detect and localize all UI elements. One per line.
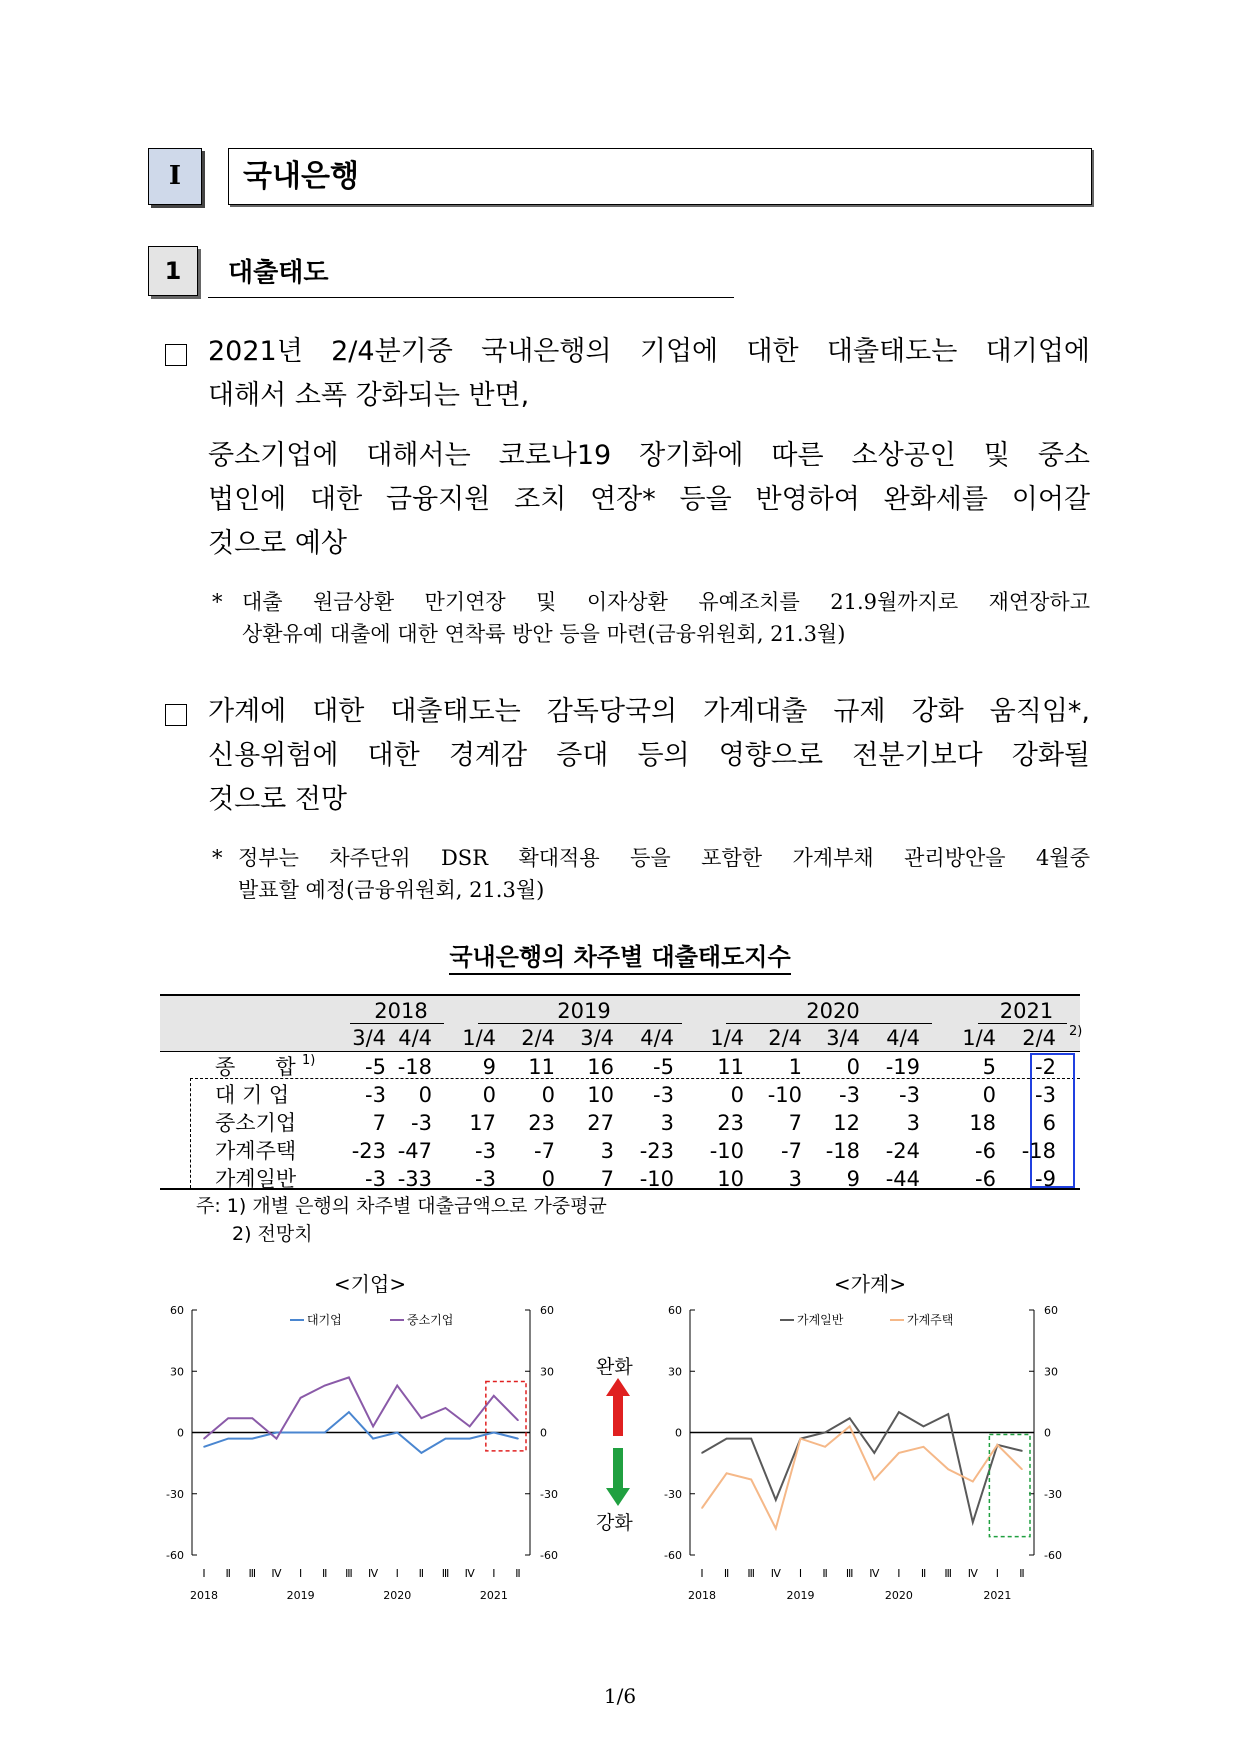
y-tick-label-right: -60 — [1044, 1549, 1062, 1562]
table-year-header: 2021 — [999, 999, 1054, 1023]
table-quarter-sup: 2) — [1069, 1024, 1083, 1039]
y-tick-label-right: 60 — [540, 1304, 554, 1317]
data-point — [701, 1507, 703, 1509]
y-tick-label-left: 60 — [170, 1304, 184, 1317]
data-point — [300, 1432, 302, 1434]
x-tick-label: Ⅳ — [869, 1567, 880, 1580]
data-point — [421, 1452, 423, 1454]
para1-line1: 2021년 2/4분기중 국내은행의 기업에 대한 대출태도는 대기업에 — [208, 336, 1090, 367]
para2-note-line2: 발표할 예정(금융위원회, 21.3월) — [238, 878, 545, 902]
x-tick-label: Ⅱ — [418, 1567, 425, 1580]
bullet-checkbox — [165, 704, 187, 726]
y-tick-label-left: -60 — [166, 1549, 184, 1562]
y-tick-label-right: 30 — [1044, 1365, 1058, 1379]
x-tick-label: Ⅳ — [367, 1567, 379, 1580]
x-year-label: 2018 — [190, 1589, 218, 1602]
y-tick-label-right: 60 — [1044, 1304, 1058, 1317]
table-cell: -3 — [839, 1083, 860, 1107]
table-cell: -6 — [975, 1167, 996, 1191]
x-tick-label: Ⅲ — [845, 1567, 854, 1580]
x-tick-label: Ⅱ — [225, 1567, 231, 1580]
x-year-label: 2021 — [983, 1589, 1012, 1602]
table-cell: -3 — [1035, 1083, 1056, 1107]
y-tick-label-right: -30 — [1044, 1487, 1062, 1501]
table-quarter-header: 1/4 — [462, 1026, 496, 1050]
x-tick-label: Ⅳ — [271, 1567, 282, 1580]
note-mark: * — [212, 590, 223, 614]
table-year-header: 2020 — [806, 999, 860, 1023]
chart-title-corporate: <기업> — [333, 1272, 407, 1296]
table-quarter-header: 4/4 — [640, 1026, 674, 1050]
data-point — [997, 1444, 999, 1446]
data-point — [348, 1377, 350, 1379]
table-quarter-header: 4/4 — [398, 1026, 432, 1050]
tighten-arrow-icon — [606, 1448, 630, 1506]
data-point — [252, 1438, 254, 1440]
table-year-header: 2019 — [557, 999, 611, 1023]
x-tick-label: Ⅰ — [492, 1567, 496, 1580]
table-cell: -7 — [534, 1139, 555, 1163]
table-cell: 11 — [717, 1055, 744, 1079]
subsection-underline — [208, 297, 734, 298]
series-line-1 — [204, 1377, 518, 1438]
y-tick-label-right: -30 — [540, 1487, 558, 1501]
x-tick-label: Ⅱ — [1019, 1567, 1025, 1580]
table-cell: -10 — [709, 1139, 744, 1163]
table-cell: 1 — [788, 1055, 802, 1079]
table-cell: 0 — [482, 1083, 496, 1107]
table-cell: 0 — [541, 1167, 555, 1191]
data-point — [396, 1432, 398, 1434]
x-tick-label: Ⅱ — [920, 1567, 927, 1580]
data-point — [874, 1452, 876, 1454]
data-point — [445, 1438, 447, 1440]
x-tick-label: Ⅰ — [995, 1567, 1000, 1580]
table-cell: -19 — [885, 1055, 920, 1079]
table-quarter-header: 3/4 — [352, 1026, 386, 1050]
page-number: 1/6 — [603, 1684, 637, 1708]
y-tick-label-right: 30 — [540, 1365, 554, 1379]
data-point — [276, 1438, 278, 1440]
table-cell: -3 — [411, 1111, 432, 1135]
section-number-box — [148, 148, 202, 205]
x-tick-label: Ⅲ — [747, 1567, 756, 1580]
table-cell: -6 — [975, 1139, 996, 1163]
table-cell: 16 — [587, 1055, 614, 1079]
table-cell: -3 — [365, 1167, 386, 1191]
table-cell: -2 — [1035, 1055, 1056, 1079]
table-top-rule — [160, 994, 1080, 996]
legend-label: 중소기업 — [407, 1313, 454, 1327]
table-cell: 18 — [969, 1111, 996, 1135]
x-tick-label: Ⅱ — [723, 1567, 730, 1580]
table-note-2: 2) 전망치 — [232, 1223, 313, 1245]
table-year-header: 2018 — [374, 999, 428, 1023]
data-point — [469, 1438, 471, 1440]
table-cell: 0 — [730, 1083, 744, 1107]
y-tick-label-left: -60 — [664, 1549, 682, 1562]
para2-line1: 가계에 대한 대출태도는 감독당국의 가계대출 규제 강화 움직임*, — [208, 696, 1090, 727]
x-year-label: 2019 — [786, 1589, 815, 1602]
data-point — [849, 1426, 851, 1428]
x-year-label: 2020 — [383, 1589, 412, 1602]
section-number: Ⅰ — [168, 161, 182, 191]
bullet-checkbox — [165, 344, 187, 366]
x-tick-label: Ⅰ — [395, 1567, 399, 1580]
table-cell: -24 — [885, 1139, 920, 1163]
data-point — [252, 1417, 254, 1419]
table-cell: -23 — [639, 1139, 674, 1163]
table-cell: 3 — [906, 1111, 920, 1135]
data-point — [445, 1407, 447, 1409]
table-cell: -18 — [825, 1139, 860, 1163]
table-cell: -5 — [653, 1055, 674, 1079]
y-tick-label-left: 0 — [675, 1426, 682, 1440]
table-cell: -44 — [885, 1167, 920, 1191]
y-tick-label-right: 0 — [540, 1426, 547, 1440]
x-tick-label: Ⅰ — [700, 1567, 704, 1580]
data-point — [372, 1426, 374, 1428]
legend-label: 가계일반 — [797, 1313, 844, 1327]
para2-line2: 신용위험에 대한 경계감 증대 등의 영향으로 전분기보다 강화될 — [208, 740, 1090, 771]
ease-arrow-icon — [606, 1378, 630, 1436]
household-chart — [650, 1300, 1080, 1640]
series-line-1 — [702, 1426, 1022, 1528]
data-point — [898, 1452, 900, 1454]
data-point — [276, 1432, 278, 1434]
data-point — [750, 1479, 752, 1481]
table-row-sup: 1) — [302, 1053, 316, 1068]
table-quarter-header: 3/4 — [580, 1026, 614, 1050]
table-quarter-header: 1/4 — [710, 1026, 744, 1050]
table-cell: 7 — [600, 1167, 614, 1191]
table-cell: -3 — [899, 1083, 920, 1107]
para2-line3: 것으로 전망 — [208, 784, 347, 815]
data-point — [300, 1397, 302, 1399]
data-point — [1021, 1450, 1023, 1452]
table-note-1: 주: 1) 개별 은행의 차주별 대출금액으로 가중평균 — [196, 1195, 607, 1217]
data-point — [800, 1438, 802, 1440]
table-quarter-header: 1/4 — [962, 1026, 996, 1050]
data-point — [923, 1426, 925, 1428]
table-cell: -9 — [1035, 1167, 1056, 1191]
data-point — [227, 1417, 229, 1419]
x-tick-label: Ⅰ — [298, 1567, 303, 1580]
table-cell: 12 — [833, 1111, 860, 1135]
data-point — [947, 1468, 949, 1470]
y-tick-label-left: -30 — [166, 1487, 184, 1501]
data-point — [923, 1446, 925, 1448]
table-cell: 27 — [587, 1111, 614, 1135]
x-tick-label: Ⅲ — [944, 1567, 952, 1580]
data-point — [324, 1385, 326, 1387]
data-point — [898, 1411, 900, 1413]
y-tick-label-left: 30 — [170, 1365, 184, 1379]
table-cell: -10 — [767, 1083, 802, 1107]
x-year-label: 2019 — [286, 1589, 315, 1602]
chart-title-household: <가계> — [833, 1272, 907, 1296]
data-point — [421, 1417, 423, 1419]
data-point — [726, 1438, 728, 1440]
table-cell: 11 — [528, 1055, 555, 1079]
table-row-label: 가계주택 — [215, 1139, 297, 1163]
data-point — [469, 1426, 471, 1428]
table-quarter-header: 2/4 — [521, 1026, 555, 1050]
x-year-label: 2018 — [688, 1589, 716, 1602]
table-cell: -18 — [397, 1055, 432, 1079]
table-cell: 10 — [587, 1083, 614, 1107]
table-cell: -5 — [365, 1055, 386, 1079]
corporate-chart — [150, 1300, 570, 1640]
y-tick-label-right: -60 — [540, 1549, 558, 1562]
section-title: 국내은행 — [228, 148, 1092, 205]
data-point — [517, 1438, 519, 1440]
x-tick-label: Ⅱ — [822, 1567, 828, 1580]
data-point — [824, 1432, 826, 1434]
data-point — [874, 1479, 876, 1481]
x-tick-label: Ⅱ — [322, 1567, 328, 1580]
x-tick-label: Ⅳ — [770, 1567, 781, 1580]
x-year-label: 2021 — [479, 1589, 508, 1602]
table-cell: 9 — [482, 1055, 496, 1079]
table-quarter-header: 3/4 — [826, 1026, 860, 1050]
tighten-label: 강화 — [596, 1512, 633, 1534]
data-point — [493, 1395, 495, 1397]
table-cell: 3 — [660, 1111, 674, 1135]
data-point — [849, 1417, 851, 1419]
table-quarter-header: 4/4 — [886, 1026, 920, 1050]
data-point — [1021, 1468, 1023, 1470]
table-cell: 9 — [846, 1167, 860, 1191]
ease-label: 완화 — [596, 1356, 633, 1378]
table-row-label: 대 기 업 — [215, 1083, 290, 1107]
y-tick-label-left: 30 — [668, 1365, 682, 1379]
data-point — [750, 1438, 752, 1440]
table-cell: 0 — [846, 1055, 860, 1079]
para1b-line3: 것으로 예상 — [208, 528, 347, 559]
y-tick-label-right: 0 — [1044, 1426, 1051, 1440]
x-tick-label: Ⅱ — [515, 1567, 521, 1580]
legend-label: 대기업 — [307, 1313, 342, 1327]
data-point — [227, 1438, 229, 1440]
data-point — [726, 1473, 728, 1475]
series-line-0 — [702, 1412, 1022, 1522]
data-point — [972, 1481, 974, 1483]
table-cell: 3 — [788, 1167, 802, 1191]
table-cell: 0 — [982, 1083, 996, 1107]
table-row-label: 가계일반 — [215, 1167, 297, 1191]
subsection-number: 1 — [148, 246, 198, 296]
table-cell: -33 — [397, 1167, 432, 1191]
table-cell: 7 — [372, 1111, 386, 1135]
data-point — [348, 1411, 350, 1413]
data-point — [824, 1446, 826, 1448]
x-tick-label: Ⅳ — [967, 1567, 978, 1580]
para1-note-line1: 대출 원금상환 만기연장 및 이자상환 유예조치를 21.9월까지로 재연장하고 — [242, 590, 1090, 614]
data-point — [947, 1413, 949, 1415]
table-cell: 5 — [982, 1055, 996, 1079]
table-cell: 17 — [469, 1111, 496, 1135]
table-cell: 3 — [600, 1139, 614, 1163]
para1-line2: 대해서 소폭 강화되는 반면, — [208, 380, 530, 411]
para1-note-line2: 상환유예 대출에 대한 연착륙 방안 등을 마련(금융위원회, 21.3월) — [242, 622, 846, 646]
subsection-title: 대출태도 — [228, 258, 329, 288]
data-point — [775, 1499, 777, 1501]
table-cell: -47 — [397, 1139, 432, 1163]
table-cell: 10 — [717, 1167, 744, 1191]
y-tick-label-left: -30 — [664, 1487, 682, 1501]
table-cell: 23 — [528, 1111, 555, 1135]
table-cell: -18 — [1021, 1139, 1056, 1163]
para1b-line1: 중소기업에 대해서는 코로나19 장기화에 따른 소상공인 및 중소 — [208, 440, 1090, 471]
table-quarter-header: 2/4 — [768, 1026, 802, 1050]
para2-note-line1: 정부는 차주단위 DSR 확대적용 등을 포함한 가계부채 관리방안을 4월중 — [238, 846, 1090, 870]
table-cell: 6 — [1042, 1111, 1056, 1135]
x-tick-label: Ⅳ — [464, 1567, 475, 1580]
data-point — [775, 1528, 777, 1530]
data-point — [203, 1446, 205, 1448]
note-mark: * — [212, 846, 223, 870]
data-point — [324, 1432, 326, 1434]
x-tick-label: Ⅰ — [897, 1567, 901, 1580]
table-quarter-header: 2/4 — [1022, 1026, 1056, 1050]
table-cell: 0 — [541, 1083, 555, 1107]
forecast-box — [486, 1381, 526, 1450]
table-cell: -3 — [653, 1083, 674, 1107]
table-cell: 23 — [717, 1111, 744, 1135]
table-header-rule — [160, 1051, 1080, 1052]
data-point — [493, 1432, 495, 1434]
table-cell: 0 — [418, 1083, 432, 1107]
y-tick-label-left: 0 — [177, 1426, 184, 1440]
x-tick-label: Ⅰ — [798, 1567, 803, 1580]
y-tick-label-left: 60 — [668, 1304, 682, 1317]
table-row-label: 종 합 — [215, 1055, 296, 1079]
data-point — [396, 1385, 398, 1387]
x-tick-label: Ⅲ — [441, 1567, 450, 1580]
table-cell: -3 — [475, 1139, 496, 1163]
table-dashed-left — [190, 1078, 191, 1188]
table-title: 국내은행의 차주별 대출태도지수 — [0, 937, 1240, 972]
x-tick-label: Ⅰ — [202, 1567, 206, 1580]
table-cell: -10 — [639, 1167, 674, 1191]
data-point — [701, 1452, 703, 1454]
data-point — [203, 1438, 205, 1440]
table-cell: -3 — [365, 1083, 386, 1107]
para1b-line2: 법인에 대한 금융지원 조치 연장* 등을 반영하여 완화세를 이어갈 — [208, 484, 1090, 515]
table-cell: -7 — [781, 1139, 802, 1163]
data-point — [517, 1419, 519, 1421]
x-tick-label: Ⅲ — [345, 1567, 353, 1580]
table-row-label: 중소기업 — [215, 1111, 297, 1135]
table-cell: 7 — [788, 1111, 802, 1135]
data-point — [972, 1522, 974, 1524]
data-point — [372, 1438, 374, 1440]
x-year-label: 2020 — [884, 1589, 913, 1602]
x-tick-label: Ⅲ — [248, 1567, 257, 1580]
legend-label: 가계주택 — [907, 1313, 954, 1327]
table-cell: -3 — [475, 1167, 496, 1191]
table-cell: -23 — [351, 1139, 386, 1163]
